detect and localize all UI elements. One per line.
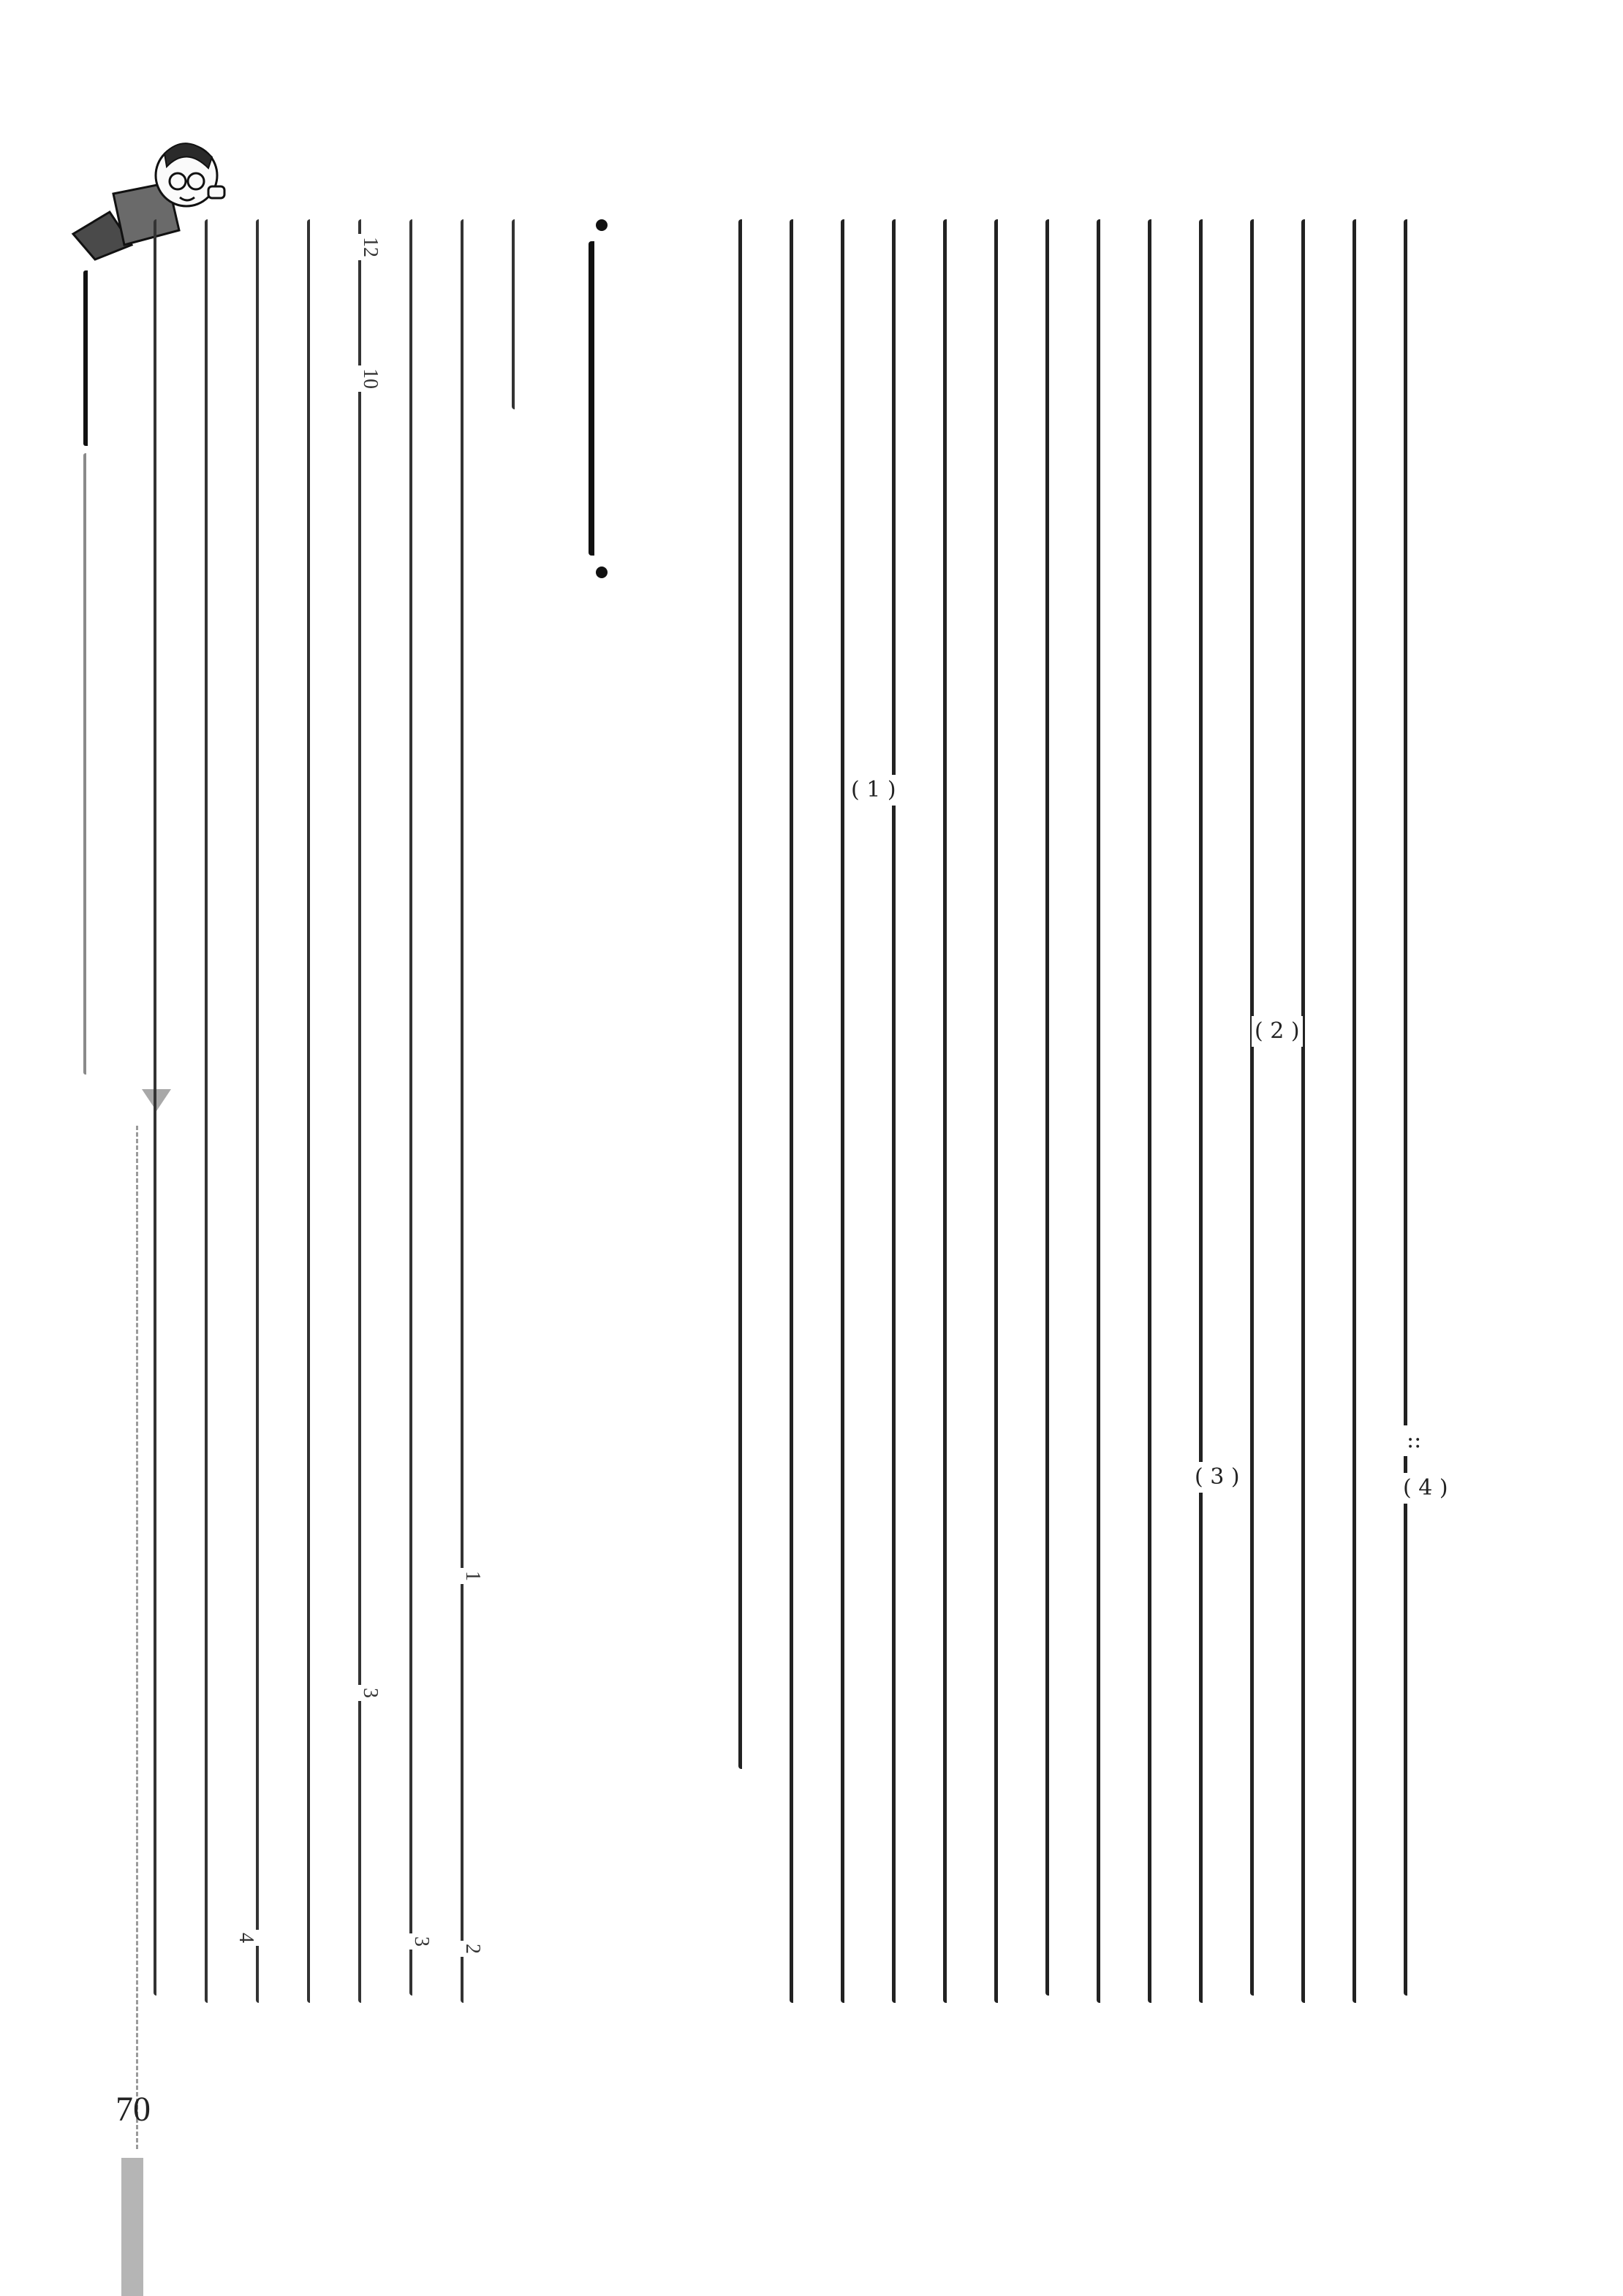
marker-1: ( 1 ) xyxy=(848,775,899,806)
end-mark: :: xyxy=(1404,1425,1424,1456)
number-3b: 3 xyxy=(357,1685,383,1701)
marker-4: ( 4 ) xyxy=(1400,1473,1451,1504)
bullet-icon xyxy=(596,219,608,231)
page-number: 70 xyxy=(116,2090,151,2129)
number-2: 2 xyxy=(459,1941,485,1957)
number-12: 12 xyxy=(357,234,383,260)
col-body-column xyxy=(1045,219,1067,1996)
student-mascot-icon xyxy=(44,124,227,263)
col-ex-column xyxy=(409,219,431,1996)
page-edge-tab xyxy=(121,2158,143,2296)
running-header-bold xyxy=(83,270,108,446)
col-ex-column xyxy=(512,219,534,409)
col-ex-column xyxy=(461,219,483,2003)
col-ex-column xyxy=(154,219,175,1996)
col-body-column xyxy=(1250,219,1272,1996)
col-body-column xyxy=(1352,219,1374,2003)
col-body-column xyxy=(841,219,863,2003)
col-body-column xyxy=(1301,219,1323,2003)
number-4: 4 xyxy=(232,1930,259,1946)
col-body-column xyxy=(994,219,1016,2003)
col-body-column xyxy=(1199,219,1221,2003)
marker-3: ( 3 ) xyxy=(1192,1462,1243,1493)
col-ex-column xyxy=(358,219,380,2003)
header-divider xyxy=(136,1126,138,2149)
col-body-column xyxy=(892,219,914,2003)
col-ex-column xyxy=(256,219,278,2003)
running-header-light xyxy=(83,453,108,1075)
number-3: 3 xyxy=(408,1933,434,1950)
col-body-column xyxy=(1097,219,1119,2003)
col-ex-column xyxy=(205,219,227,2003)
col-body-column xyxy=(790,219,812,2003)
number-10: 10 xyxy=(357,365,383,392)
col-ex-column xyxy=(307,219,329,2003)
col-body-column xyxy=(1148,219,1170,2003)
col-body-column xyxy=(943,219,965,2003)
bullet-icon xyxy=(596,567,608,578)
number-1: 1 xyxy=(459,1568,485,1584)
col-body-column xyxy=(1404,219,1426,1996)
section-heading xyxy=(589,241,610,556)
col-body-column xyxy=(738,219,760,1769)
marker-2: ( 2 ) xyxy=(1252,1016,1303,1047)
